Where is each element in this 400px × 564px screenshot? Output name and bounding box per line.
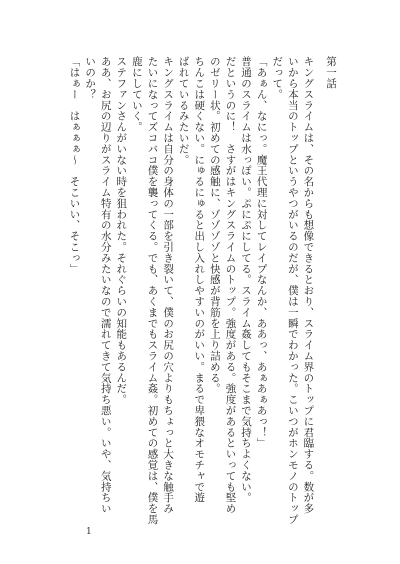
page-number: 1 — [86, 527, 92, 537]
text-line: 普通のスライムは水っぽい。ぷにぷにしてる。スライム姦してもそこまで気持ちよくない。 — [240, 56, 253, 503]
text-line: ばれているみたいだ。 — [177, 56, 190, 165]
text-line: いから本当のトップというやつがいるのだが、僕は一瞬でわかった。こいつがホンモノのトップ — [286, 56, 299, 525]
text-line: 鹿にしていく。 — [130, 56, 143, 133]
text-line: ああ、お尻の辺りがスライム特有の水分みたいなので濡れてきて気持ち悪い。いや、気持ちい — [99, 56, 112, 514]
text-line: 「あぁん、なにっ。魔王代理に対してレイプなんか、ああっ、あぁあぁあっ！」 — [255, 56, 268, 449]
text-line: ちんこは硬くない。にゅるにゅると出し入れしやすいのがいい。まるで卑猥なオモチャで遊 — [193, 56, 206, 503]
text-line: 「はぁー はぁぁぁ～ そこいい、そこっ」 — [68, 56, 81, 274]
text-line: たいになってズコバコ僕を襲ってくる。でも、あくまでもスライム姦。初めての感覚は、僕を馬 — [146, 56, 159, 525]
text-line: ステファンさんがいない時を狙われた。それぐらいの知能もあるんだ。 — [115, 56, 128, 405]
text-line: いのか？ — [84, 56, 97, 100]
text-line: のゼリー状。初めての感触に、ゾゾゾゾと快感が背筋を上り詰める。 — [208, 56, 221, 394]
text-line: キングスライムは、その名からも想像できるとおり、スライム界のトップに君臨する。数が多 — [302, 56, 315, 514]
vertical-text-body — [66, 56, 338, 525]
text-line: だって。 — [271, 56, 284, 100]
text-line: だというのに！ さすがはキングスライムのトップ。強度がある。強度があるといっても堅め — [224, 56, 237, 514]
chapter-title: 第一話 — [325, 56, 337, 89]
text-line: キングスライムは自分の身体の一部を引き裂いて、僕のお尻の穴よりもちょっと大きな触手み — [162, 56, 175, 514]
